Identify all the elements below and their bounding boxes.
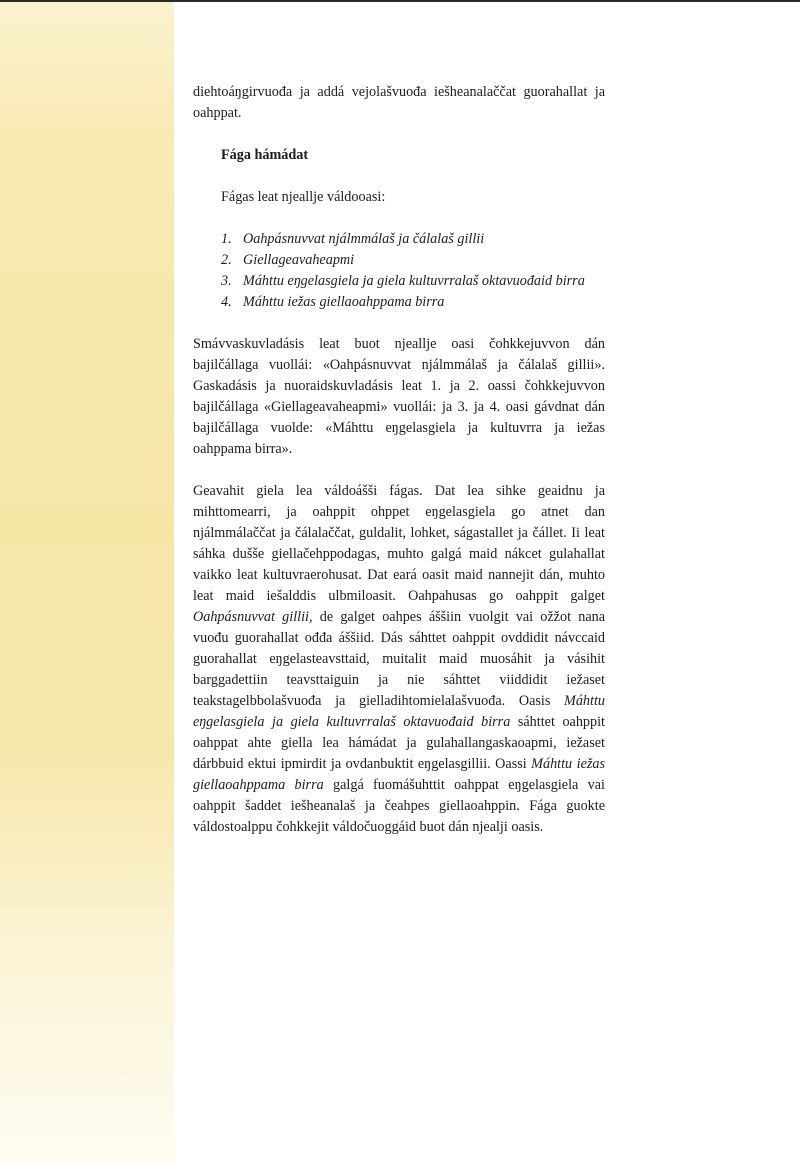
list-item xyxy=(221,250,605,271)
list-item-label: Máhttu iežas giellaoahppama birra xyxy=(243,294,445,310)
main-paragraph xyxy=(193,481,605,838)
section-lead: Fágas leat njeallje váldooasi: xyxy=(221,189,386,205)
list-item-label: Oahpásnuvvat njálmmálaš ja čálalaš gillii xyxy=(243,231,485,247)
main-paragraph-text-d: galgá fuomášuhttit oahppat eŋgelasgiela vai oahppit šaddet iešheanalaš ja čeahpes giellaoahppin. Fága guokte váldostoalppu čohkkejit váldočuoggáid buot dán njealji oasis. xyxy=(193,777,605,835)
list-item xyxy=(221,271,605,292)
intro-paragraph: diehtoáŋgirvuođa ja addá vejolašvuođa iešheanalaččat guorahallat ja oahppat. xyxy=(193,84,605,121)
main-paragraph-emphasis-b: Máhttu eŋgelasgiela ja giela kultuvrralaš oktavuođaid birra xyxy=(193,693,605,730)
main-paragraph-text-b: de galget oahpes áššiin vuolgit vai ožžot nana vuođu guorahallat ođđa áššiid. Dás sáhttet oahppit ovddidit návccaid guorahallat eŋgelasteavsttaid, muitalit maid muosáhit ja vásihit barggadettiin teavsttaiguin ja nie sáhttet viiddidit iežaset teakstagelbbolašvuođa ja gielladihtomielalašvuođa. Oasis xyxy=(193,609,606,709)
levels-paragraph: Smávvaskuvladásis leat buot njeallje oasi čohkkejuvvon dán bajilčállaga vuollái: «Oahpásnuvvat njálmmálaš ja čálalaš gillii». Gaskadásis ja nuoraidskuvladásis leat 1. ja 2. oassi čohkkejuvvon bajilčállaga «Giellageavaheapmi» vuollái: ja 3. ja 4. oasi gávdnat dán bajilčállaga vuolde: «Máhttu eŋgelasgiela ja kultuvrra ja iežas oahppama birra». xyxy=(193,336,605,457)
main-paragraph-text-a: Geavahit giela lea váldoášši fágas. Dat lea sihke geaidnu ja mihttomearri, ja oahppit ohppet eŋgelasgiela go atnet dan njálmmálaččat ja čálalaččat, guldalit, lohket, ságastallet ja čállet. Ii leat sáhka dušše giellačehppodagas, muhto galgá maid nákcet gulahallat vaikko leat kultuvraerohusat. Dat eará oasit maid nannejit dán, muhto leat maid iešalddis ulbmiloasit. Oahpahusas go oahppit galget xyxy=(193,483,605,604)
list-item-number: 1. xyxy=(221,231,232,247)
top-edge-rule xyxy=(0,0,800,2)
list-item xyxy=(221,292,605,313)
list-item-number: 3. xyxy=(221,273,232,289)
main-paragraph-emphasis-c: Máhttu iežas giellaoahppama birra xyxy=(193,756,606,793)
parts-list xyxy=(221,229,605,313)
page-body xyxy=(193,82,605,838)
list-item-number: 2. xyxy=(221,252,232,268)
list-item-label: Giellageavaheapmi xyxy=(243,252,355,268)
main-paragraph-text-c: sáhttet oahppit oahppat ahte giella lea hámádat ja gulahallangaskaoapmi, iežaset dárbbuid ektui ipmirdit ja ovdanbuktit eŋgelasgillii. Oassi xyxy=(193,714,605,772)
section-heading: Fága hámádat xyxy=(221,147,309,163)
main-paragraph-emphasis-a: Oahpásnuvvat gillii, xyxy=(193,609,313,625)
page-margin-band xyxy=(0,0,174,1164)
list-item xyxy=(221,229,605,250)
list-item-number: 4. xyxy=(221,294,232,310)
list-item-label: Máhttu eŋgelasgiela ja giela kultuvrralaš oktavuođaid birra xyxy=(243,273,585,289)
